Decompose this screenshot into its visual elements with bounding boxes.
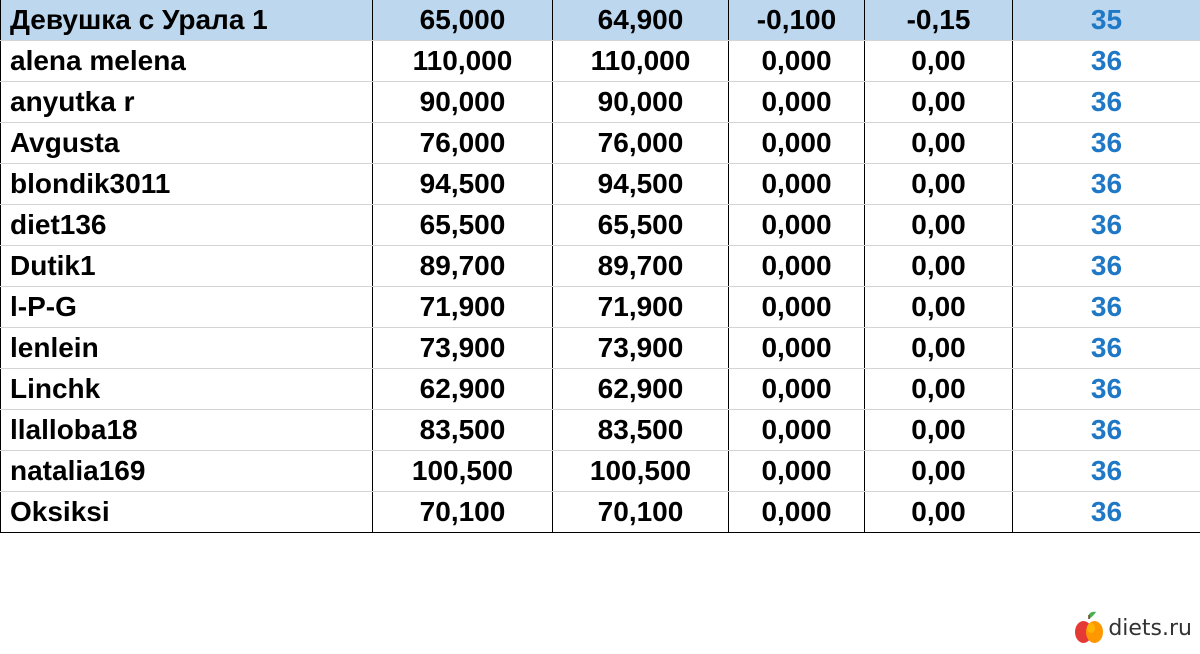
cell-percent-change[interactable]: 0,00 [865,123,1013,164]
cell-start-weight[interactable]: 100,500 [373,451,553,492]
cell-weight-change[interactable]: 0,000 [729,41,865,82]
cell-rank[interactable]: 36 [1013,369,1200,410]
cell-weight-change[interactable]: 0,000 [729,123,865,164]
cell-weight-change[interactable]: 0,000 [729,287,865,328]
cell-current-weight[interactable]: 83,500 [553,410,729,451]
cell-rank[interactable]: 36 [1013,451,1200,492]
cell-rank[interactable]: 36 [1013,410,1200,451]
cell-current-weight[interactable]: 89,700 [553,246,729,287]
table-body [1,0,1200,533]
cell-name[interactable]: alena melena [1,41,373,82]
cell-current-weight[interactable]: 76,000 [553,123,729,164]
cell-name[interactable]: lenlein [1,328,373,369]
cell-current-weight[interactable]: 65,500 [553,205,729,246]
cell-start-weight[interactable]: 90,000 [373,82,553,123]
cell-start-weight[interactable]: 83,500 [373,410,553,451]
cell-name[interactable]: diet136 [1,205,373,246]
cell-weight-change[interactable]: 0,000 [729,246,865,287]
peach-apple-icon [1074,610,1104,646]
cell-rank[interactable]: 36 [1013,164,1200,205]
cell-percent-change[interactable]: 0,00 [865,451,1013,492]
cell-current-weight[interactable]: 73,900 [553,328,729,369]
table-row [1,123,1200,164]
cell-percent-change[interactable]: 0,00 [865,205,1013,246]
cell-rank[interactable]: 36 [1013,287,1200,328]
cell-percent-change[interactable]: 0,00 [865,410,1013,451]
cell-current-weight[interactable]: 94,500 [553,164,729,205]
table-row [1,41,1200,82]
cell-name[interactable]: Avgusta [1,123,373,164]
cell-percent-change[interactable]: 0,00 [865,492,1013,533]
cell-rank[interactable]: 36 [1013,328,1200,369]
cell-name[interactable]: Dutik1 [1,246,373,287]
cell-start-weight[interactable]: 62,900 [373,369,553,410]
cell-start-weight[interactable]: 89,700 [373,246,553,287]
cell-start-weight[interactable]: 76,000 [373,123,553,164]
table-row [1,0,1200,41]
cell-rank[interactable]: 36 [1013,123,1200,164]
cell-start-weight[interactable]: 73,900 [373,328,553,369]
cell-weight-change[interactable]: -0,100 [729,0,865,41]
cell-weight-change[interactable]: 0,000 [729,369,865,410]
cell-rank[interactable]: 36 [1013,205,1200,246]
cell-name[interactable]: Linchk [1,369,373,410]
cell-percent-change[interactable]: 0,00 [865,164,1013,205]
table-row [1,246,1200,287]
table-row [1,328,1200,369]
cell-weight-change[interactable]: 0,000 [729,328,865,369]
cell-start-weight[interactable]: 110,000 [373,41,553,82]
cell-percent-change[interactable]: 0,00 [865,41,1013,82]
cell-current-weight[interactable]: 110,000 [553,41,729,82]
cell-current-weight[interactable]: 100,500 [553,451,729,492]
cell-weight-change[interactable]: 0,000 [729,451,865,492]
cell-percent-change[interactable]: 0,00 [865,287,1013,328]
table-row [1,451,1200,492]
cell-percent-change[interactable]: 0,00 [865,328,1013,369]
table-row [1,205,1200,246]
cell-current-weight[interactable]: 62,900 [553,369,729,410]
cell-start-weight[interactable]: 65,000 [373,0,553,41]
cell-current-weight[interactable]: 71,900 [553,287,729,328]
table-row [1,492,1200,533]
cell-name[interactable]: anyutka r [1,82,373,123]
cell-rank[interactable]: 36 [1013,492,1200,533]
cell-name[interactable]: blondik3011 [1,164,373,205]
cell-weight-change[interactable]: 0,000 [729,164,865,205]
cell-current-weight[interactable]: 90,000 [553,82,729,123]
table-row [1,287,1200,328]
table-row [1,82,1200,123]
cell-current-weight[interactable]: 70,100 [553,492,729,533]
cell-name[interactable]: Oksiksi [1,492,373,533]
cell-name[interactable]: llalloba18 [1,410,373,451]
cell-percent-change[interactable]: 0,00 [865,246,1013,287]
cell-current-weight[interactable]: 64,900 [553,0,729,41]
cell-start-weight[interactable]: 65,500 [373,205,553,246]
cell-start-weight[interactable]: 71,900 [373,287,553,328]
cell-rank[interactable]: 35 [1013,0,1200,41]
brand-text: diets.ru [1108,615,1192,641]
cell-start-weight[interactable]: 70,100 [373,492,553,533]
cell-weight-change[interactable]: 0,000 [729,492,865,533]
cell-rank[interactable]: 36 [1013,41,1200,82]
cell-name[interactable]: Девушка с Урала 1 [1,0,373,41]
table-row [1,410,1200,451]
table-row [1,164,1200,205]
cell-percent-change[interactable]: 0,00 [865,82,1013,123]
cell-name[interactable]: natalia169 [1,451,373,492]
cell-percent-change[interactable]: 0,00 [865,369,1013,410]
cell-name[interactable]: l-P-G [1,287,373,328]
cell-weight-change[interactable]: 0,000 [729,82,865,123]
cell-start-weight[interactable]: 94,500 [373,164,553,205]
cell-weight-change[interactable]: 0,000 [729,410,865,451]
cell-rank[interactable]: 36 [1013,82,1200,123]
table-row [1,369,1200,410]
cell-rank[interactable]: 36 [1013,246,1200,287]
cell-weight-change[interactable]: 0,000 [729,205,865,246]
brand-watermark[interactable] [1074,610,1192,646]
cell-percent-change[interactable]: -0,15 [865,0,1013,41]
